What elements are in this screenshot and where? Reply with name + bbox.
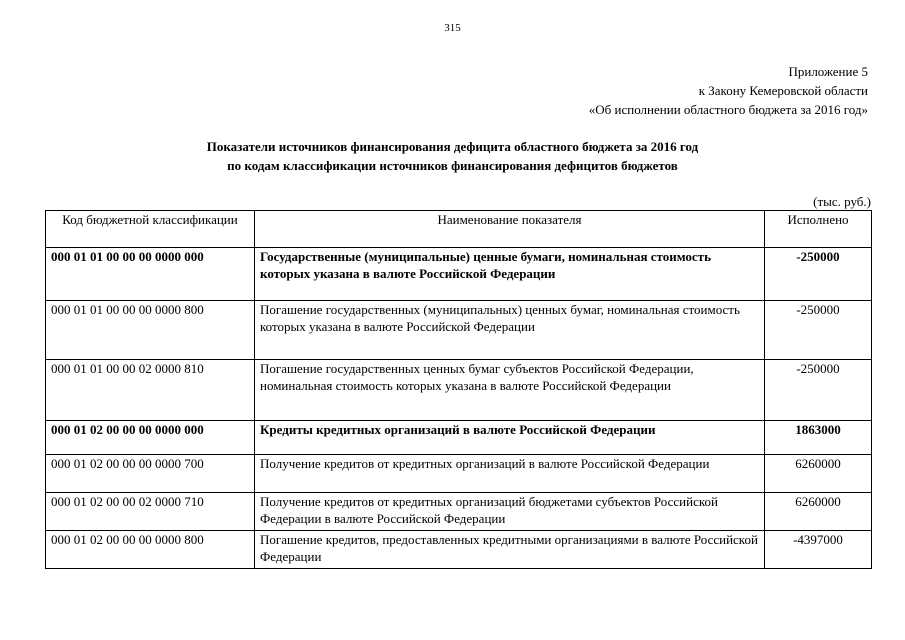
table-row xyxy=(46,493,872,531)
row-code: 000 01 01 00 00 02 0000 810 xyxy=(46,360,255,421)
header-code: Код бюджетной классификации xyxy=(46,211,255,248)
row-code: 000 01 01 00 00 00 0000 800 xyxy=(46,301,255,360)
appendix-line-3: «Об исполнении областного бюджета за 2016 год» xyxy=(588,102,868,117)
document-title xyxy=(0,137,905,175)
table-row xyxy=(46,360,872,421)
row-value: -250000 xyxy=(765,301,872,360)
appendix-line-2: к Закону Кемеровской области xyxy=(698,83,868,98)
row-value: -250000 xyxy=(765,360,872,421)
row-name: Получение кредитов от кредитных организаций в валюте Российской Федерации xyxy=(255,455,765,493)
units-label: (тыс. руб.) xyxy=(813,194,871,209)
appendix-heading xyxy=(589,62,868,119)
row-code: 000 01 02 00 00 00 0000 800 xyxy=(46,531,255,569)
row-name: Погашение государственных (муниципальных) ценных бумаг, номинальная стоимость которых указана в валюте Российской Федерации xyxy=(255,301,765,360)
appendix-line-1: Приложение 5 xyxy=(788,64,868,79)
table-header-row xyxy=(46,211,872,248)
header-value: Исполнено xyxy=(765,211,872,248)
table-row xyxy=(46,455,872,493)
header-name: Наименование показателя xyxy=(255,211,765,248)
row-value: 6260000 xyxy=(765,493,872,531)
row-name: Кредиты кредитных организаций в валюте Российской Федерации xyxy=(255,421,765,455)
table-row xyxy=(46,531,872,569)
row-name: Погашение государственных ценных бумаг субъектов Российской Федерации, номинальная стоимость которых указана в валюте Российской Федерации xyxy=(255,360,765,421)
row-code: 000 01 02 00 00 02 0000 710 xyxy=(46,493,255,531)
row-code: 000 01 02 00 00 00 0000 700 xyxy=(46,455,255,493)
table-row xyxy=(46,248,872,301)
title-line-2: по кодам классификации источников финансирования дефицитов бюджетов xyxy=(227,158,678,173)
row-name: Получение кредитов от кредитных организаций бюджетами субъектов Российской Федерации в валюте Российской Федерации xyxy=(255,493,765,531)
row-value: -4397000 xyxy=(765,531,872,569)
row-name: Погашение кредитов, предоставленных кредитными организациями в валюте Российской Федерации xyxy=(255,531,765,569)
row-code: 000 01 01 00 00 00 0000 000 xyxy=(46,248,255,301)
row-value: -250000 xyxy=(765,248,872,301)
title-line-1: Показатели источников финансирования дефицита областного бюджета за 2016 год xyxy=(206,139,699,154)
row-value: 6260000 xyxy=(765,455,872,493)
financing-table xyxy=(45,210,872,569)
table-row xyxy=(46,301,872,360)
table-row xyxy=(46,421,872,455)
page-number: 315 xyxy=(444,22,461,34)
row-name: Государственные (муниципальные) ценные бумаги, номинальная стоимость которых указана в валюте Российской Федерации xyxy=(255,248,765,301)
row-code: 000 01 02 00 00 00 0000 000 xyxy=(46,421,255,455)
row-value: 1863000 xyxy=(765,421,872,455)
